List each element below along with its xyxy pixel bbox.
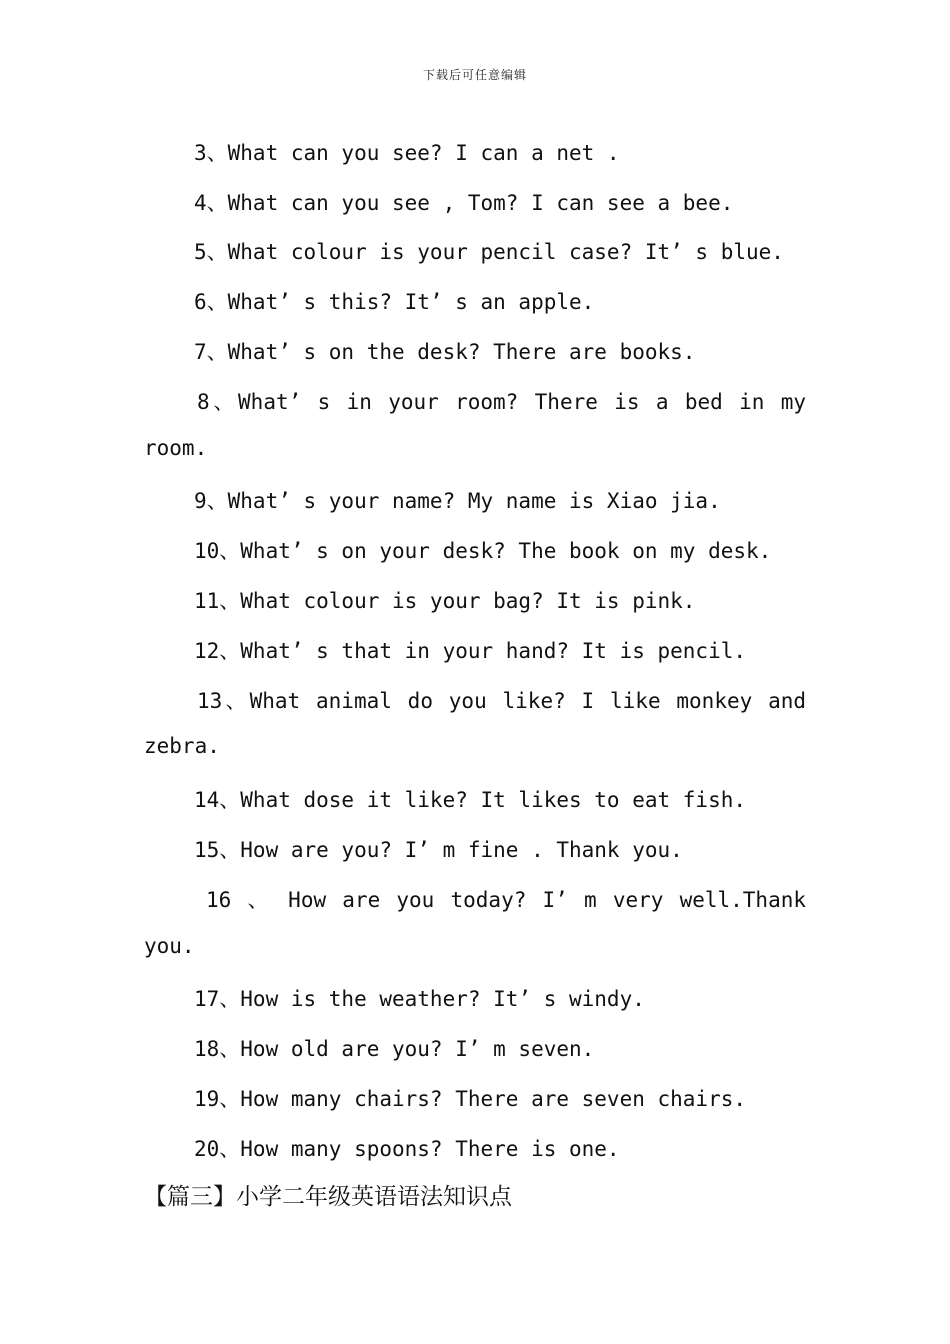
qa-line-19: 19、How many chairs? There are seven chairs.: [194, 1087, 747, 1111]
qa-line-17: 17、How is the weather? It’ s windy.: [194, 987, 645, 1011]
qa-line-4: 4、What can you see , Tom? I can see a bee.: [194, 191, 734, 215]
qa-line-15: 15、How are you? I’ m fine . Thank you.: [194, 838, 683, 862]
qa-line-10: 10、What’ s on your desk? The book on my desk.: [194, 539, 772, 563]
qa-line-14: 14、What dose it like? It likes to eat fish.: [194, 788, 747, 812]
qa-line-7: 7、What’ s on the desk? There are books.: [194, 340, 696, 364]
qa-line-12: 12、What’ s that in your hand? It is pencil.: [194, 639, 747, 663]
qa-line-16: 16 、 How are you today? I’ m very well.Thank: [206, 888, 806, 912]
qa-line-13: 13、What animal do you like? I like monkey and: [197, 689, 806, 713]
qa-line-5: 5、What colour is your pencil case? It’ s blue.: [194, 240, 784, 264]
section-heading: 【篇三】小学二年级英语语法知识点: [144, 1184, 512, 1210]
qa-line-13-continued: zebra.: [144, 734, 220, 758]
qa-line-11: 11、What colour is your bag? It is pink.: [194, 589, 696, 613]
qa-line-18: 18、How old are you? I’ m seven.: [194, 1037, 595, 1061]
page-header: 下载后可任意编辑: [422, 68, 527, 82]
qa-line-20: 20、How many spoons? There is one.: [194, 1137, 620, 1161]
qa-line-8: 8、What’ s in your room? There is a bed in my: [197, 390, 806, 414]
qa-line-9: 9、What’ s your name? My name is Xiao jia.: [194, 489, 721, 513]
qa-line-8-continued: room.: [144, 436, 208, 460]
qa-line-16-continued: you.: [144, 934, 195, 958]
qa-line-3: 3、What can you see? I can a net .: [194, 141, 620, 165]
qa-line-6: 6、What’ s this? It’ s an apple.: [194, 290, 595, 314]
